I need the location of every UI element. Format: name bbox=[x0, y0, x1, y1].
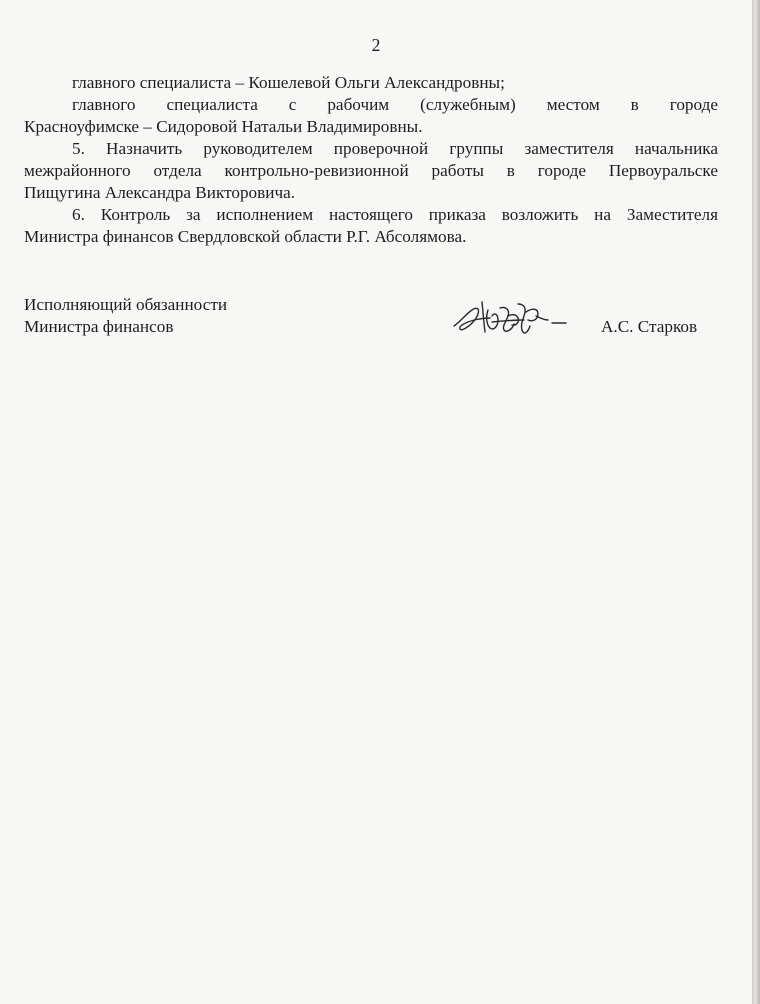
body-line-5: межрайонного отдела контрольно-ревизионной работы в городе Первоуральске bbox=[24, 161, 718, 180]
body-line-3: Красноуфимске – Сидоровой Натальи Владимировны. bbox=[24, 117, 423, 136]
body-line-4: 5. Назначить руководителем проверочной группы заместителя начальника bbox=[72, 139, 718, 158]
signer-name: А.С. Старков bbox=[601, 317, 698, 336]
handwritten-signature-icon bbox=[452, 292, 570, 342]
body-line-7: 6. Контроль за исполнением настоящего приказа возложить на Заместителя bbox=[72, 205, 718, 224]
signer-position-line-1: Исполняющий обязанности bbox=[24, 295, 228, 314]
body-line-8: Министра финансов Свердловской области Р.Г. Абсолямова. bbox=[24, 227, 467, 246]
body-line-6: Пищугина Александра Викторовича. bbox=[24, 183, 296, 202]
body-line-2: главного специалиста с рабочим (служебным) местом в городе bbox=[72, 95, 718, 114]
body-line-1: главного специалиста – Кошелевой Ольги Александровны; bbox=[72, 73, 505, 92]
paper-edge bbox=[752, 0, 760, 1004]
signer-position-line-2: Министра финансов bbox=[24, 317, 174, 336]
page-number: 2 bbox=[371, 35, 381, 55]
